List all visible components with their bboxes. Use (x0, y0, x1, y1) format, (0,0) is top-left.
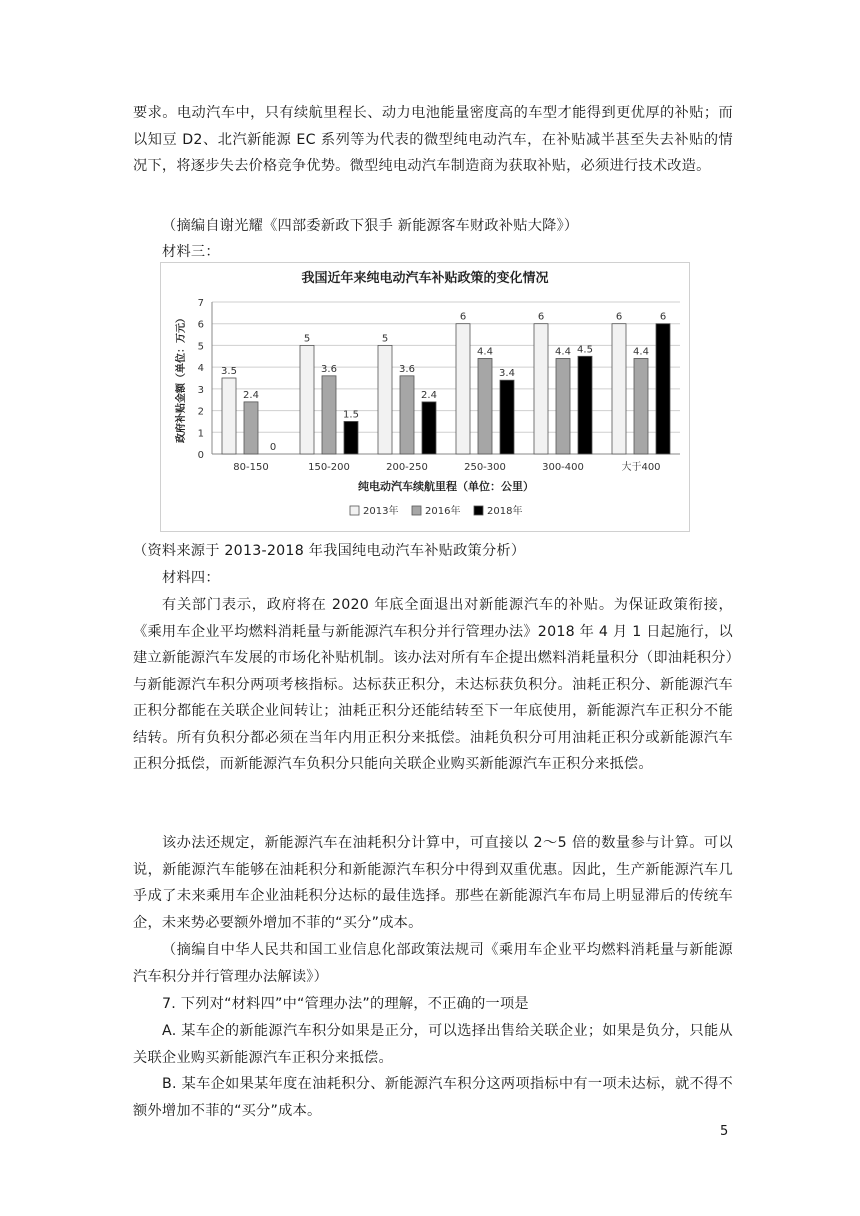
paragraph-4b: 该办法还规定，新能源汽车在油耗积分计算中，可直接以 2～5 倍的数量参与计算。可以说，新能源汽车能够在油耗积分和新能源汽车积分中得到双重优惠。因此，生产新能源汽车几乎成了未来乘用车企业油耗积分达标的最佳选择。那些在新能源汽车布局上明显滞后的传统车企，未来势必要额外增加不菲的“买分”成本。 (133, 835, 733, 931)
bar-2018年 (344, 421, 358, 454)
bar-2018年 (578, 356, 592, 454)
bar-2016年 (322, 376, 336, 454)
bar-2016年 (634, 358, 648, 454)
data-label: 5 (303, 333, 311, 345)
source-note-4: （摘编自中华人民共和国工业信息化部政策法规司《乘用车企业平均燃料消耗量与新能源汽车积分并行管理办法解读》） (133, 942, 733, 985)
data-label: 1.5 (343, 409, 359, 421)
data-label: 4.4 (555, 346, 571, 358)
x-tick-label: 80-150 (233, 462, 269, 473)
x-tick-label: 200-250 (386, 462, 428, 473)
y-tick-label: 7 (197, 298, 204, 309)
bar-2016年 (478, 358, 492, 454)
y-axis-label: 政府补贴金额（单位：万元） (176, 313, 187, 443)
legend-swatch-2013年 (350, 506, 359, 515)
question-7: 7. 下列对“材料四”中“管理办法”的理解，不正确的一项是 (162, 996, 529, 1012)
x-tick-label: 250-300 (464, 462, 506, 473)
bar-2018年 (656, 324, 670, 454)
data-label: 4.4 (477, 346, 493, 358)
data-label: 2.4 (243, 389, 259, 401)
legend-label: 2018年 (487, 506, 523, 517)
bar-2013年 (456, 324, 470, 454)
data-label: 5 (381, 333, 389, 345)
bar-chart-svg (160, 262, 690, 532)
bar-2018年 (422, 402, 436, 454)
data-label: 6 (615, 311, 623, 323)
y-tick-label: 2 (197, 406, 204, 418)
y-tick-label: 6 (197, 319, 204, 331)
material-4-heading: 材料四： (162, 570, 220, 586)
bar-2013年 (534, 324, 548, 454)
data-label: 2.4 (421, 389, 437, 401)
data-label: 3.4 (499, 368, 515, 380)
x-tick-label: 150-200 (308, 462, 350, 473)
y-tick-label: 3 (197, 384, 204, 396)
bar-2016年 (556, 358, 570, 454)
paragraph-1: 要求。电动汽车中，只有续航里程长、动力电池能量密度高的车型才能得到更优厚的补贴；而以知豆 D2、北汽新能源 EC 系列等为代表的微型纯电动汽车，在补贴减半甚至失去补贴的情况下，将逐步失去价格竞争优势。微型纯电动汽车制造商为获取补贴，必须进行技术改造。 (133, 105, 733, 174)
paragraph-4a: 有关部门表示，政府将在 2020 年底全面退出对新能源汽车的补贴。为保证政策衔接，《乘用车企业平均燃料消耗量与新能源汽车积分并行管理办法》2018 年 4 月 1 日起施行，以建立新能源汽车发展的市场化补贴机制。该办法对所有车企提出燃料消耗量积分（即油耗积分）与新能源汽车积分两项考核指标。达标获正积分，未达标获负积分。油耗正积分、新能源汽车正积分都能在关联企业间转让；油耗正积分还能结转至下一年底使用，新能源汽车正积分不能结转。所有负积分都必须在当年内用正积分来抵偿。油耗负积分可用油耗正积分或新能源汽车正积分抵偿，而新能源汽车负积分只能向关联企业购买新能源汽车正积分来抵偿。 (133, 597, 733, 772)
page-number: 5 (720, 1124, 729, 1139)
data-label: 3.6 (399, 363, 415, 375)
data-label: 6 (537, 311, 545, 323)
source-note-1: （摘编自谢光耀《四部委新政下狠手 新能源客车财政补贴大降》） (162, 218, 579, 234)
data-label: 6 (459, 311, 467, 323)
data-label: 3.6 (321, 363, 337, 375)
data-label: 4.4 (633, 346, 649, 358)
legend-label: 2013年 (363, 506, 399, 517)
x-axis-label: 纯电动汽车续航里程（单位：公里） (358, 480, 534, 493)
data-label: 0 (269, 442, 277, 453)
bar-2013年 (378, 345, 392, 454)
x-tick-label: 大于400 (621, 462, 661, 473)
bar-2013年 (300, 345, 314, 454)
material-3-heading: 材料三： (162, 244, 220, 260)
legend-swatch-2018年 (474, 506, 483, 515)
option-a: A. 某车企的新能源汽车积分如果是正分，可以选择出售给关联企业；如果是负分，只能从关联企业购买新能源汽车正积分来抵偿。 (133, 1023, 733, 1066)
bar-2016年 (244, 402, 258, 454)
subsidy-chart (160, 262, 690, 532)
data-label: 6 (659, 311, 667, 323)
legend-swatch-2016年 (412, 506, 421, 515)
option-b: B. 某车企如果某年度在油耗积分、新能源汽车积分这两项指标中有一项未达标，就不得不额外增加不菲的“买分”成本。 (133, 1076, 733, 1119)
chart-title: 我国近年来纯电动汽车补贴政策的变化情况 (301, 271, 549, 286)
x-tick-label: 300-400 (542, 462, 584, 473)
data-label: 3.5 (221, 366, 237, 377)
y-tick-label: 1 (197, 428, 204, 440)
legend-label: 2016年 (425, 506, 461, 517)
bar-2013年 (612, 324, 626, 454)
bar-2016年 (400, 376, 414, 454)
source-note-3: （资料来源于 2013-2018 年我国纯电动汽车补贴政策分析） (133, 543, 526, 559)
y-tick-label: 5 (197, 341, 204, 353)
bar-2018年 (500, 380, 514, 454)
bar-2013年 (222, 378, 236, 454)
y-tick-label: 0 (197, 450, 204, 461)
y-tick-label: 4 (197, 363, 204, 375)
data-label: 4.5 (577, 344, 593, 356)
